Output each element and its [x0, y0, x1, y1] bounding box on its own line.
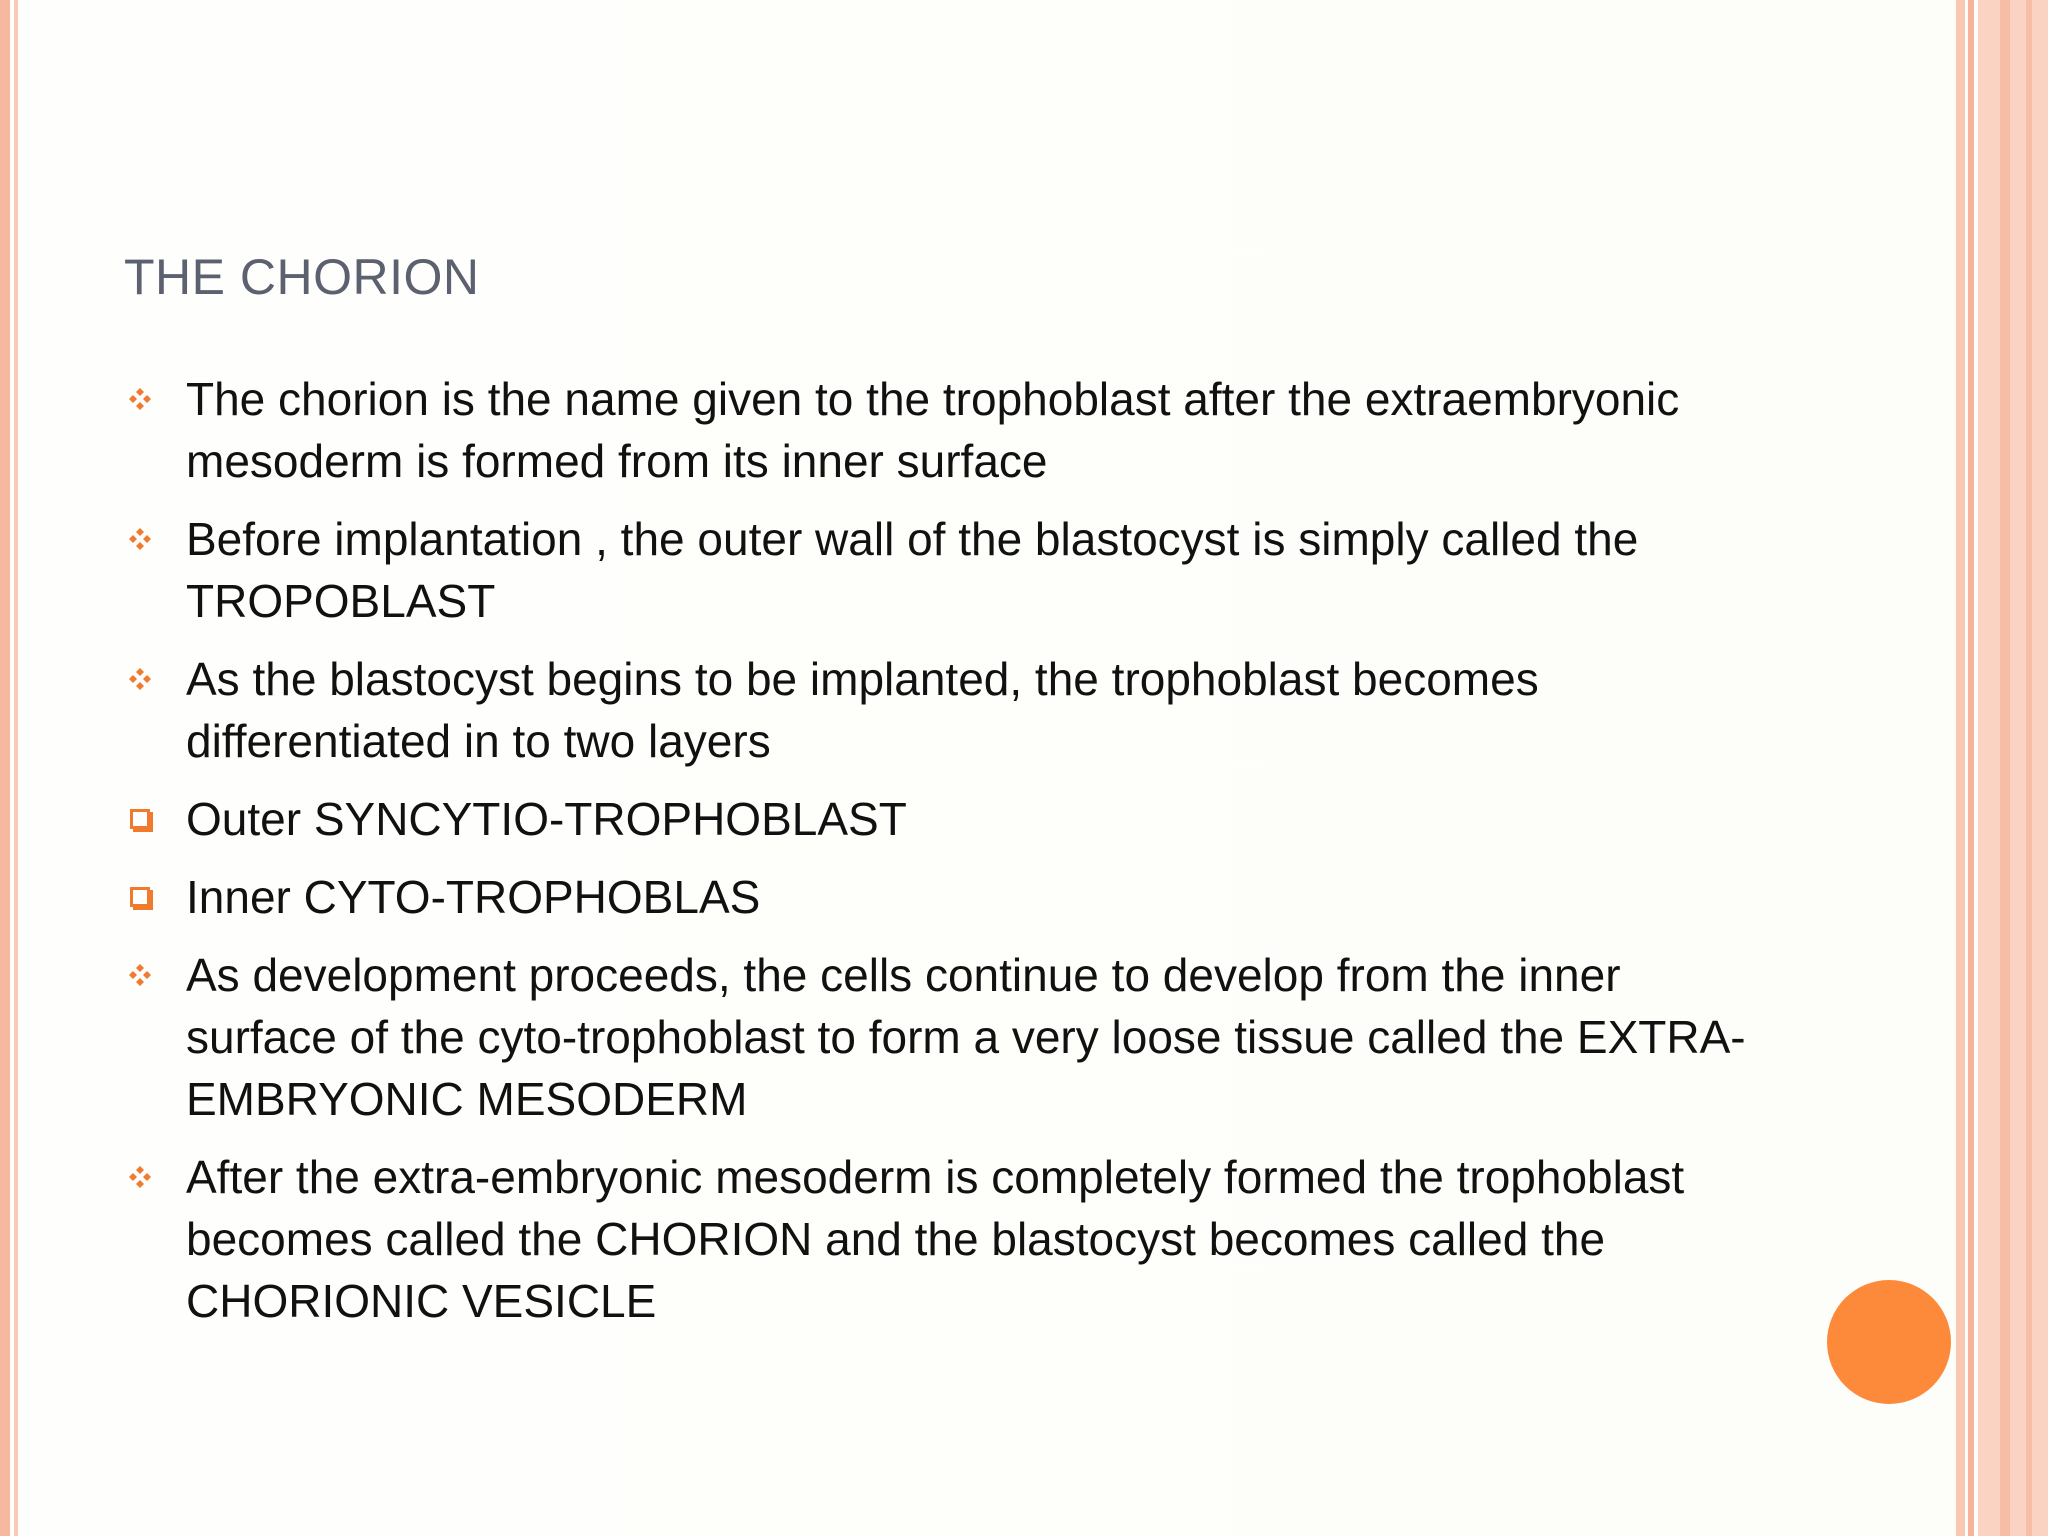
diamond-bullet-icon: [124, 508, 156, 570]
slide-title: THE CHORION: [124, 249, 480, 305]
bullet-item: [124, 866, 1764, 928]
right-border-stripe: [1968, 0, 1974, 1536]
right-border-stripe: [1956, 0, 1965, 1536]
bullet-item: [124, 944, 1764, 1130]
bullet-text: Inner CYTO-TROPHOBLAS: [186, 871, 761, 923]
bullet-text: Outer SYNCYTIO-TROPHOBLAST: [186, 793, 907, 845]
decorative-circle: [1827, 1280, 1951, 1404]
bullet-item: [124, 1146, 1764, 1332]
left-border-stripe-thin: [14, 0, 18, 1536]
bullet-item: [124, 788, 1764, 850]
bullet-text: The chorion is the name given to the trophoblast after the extraembryonic mesoderm is formed from its inner surface: [186, 373, 1680, 487]
bullet-item: [124, 508, 1764, 632]
bullet-list: [124, 368, 1764, 1348]
diamond-bullet-icon: [124, 1146, 156, 1208]
bullet-text: As the blastocyst begins to be implanted, the trophoblast becomes differentiated in to two layers: [186, 653, 1539, 767]
bullet-text: As development proceeds, the cells continue to develop from the inner surface of the cyto-trophoblast to form a very loose tissue called the EXTRA-EMBRYONIC MESODERM: [186, 949, 1746, 1125]
square-bullet-icon: [124, 866, 156, 928]
bullet-text: After the extra-embryonic mesoderm is completely formed the trophoblast becomes called the CHORION and the blastocyst becomes called the CHORIONIC VESICLE: [186, 1151, 1685, 1327]
right-border-stripe: [2026, 0, 2032, 1536]
diamond-bullet-icon: [124, 368, 156, 430]
bullet-item: [124, 648, 1764, 772]
bullet-item: [124, 368, 1764, 492]
bullet-text: Before implantation , the outer wall of the blastocyst is simply called the TROPOBLAST: [186, 513, 1639, 627]
right-border-band: [1978, 0, 2048, 1536]
square-bullet-icon: [124, 788, 156, 850]
diamond-bullet-icon: [124, 944, 156, 1006]
right-border-stripe: [2000, 0, 2010, 1536]
diamond-bullet-icon: [124, 648, 156, 710]
left-border-stripe: [0, 0, 10, 1536]
